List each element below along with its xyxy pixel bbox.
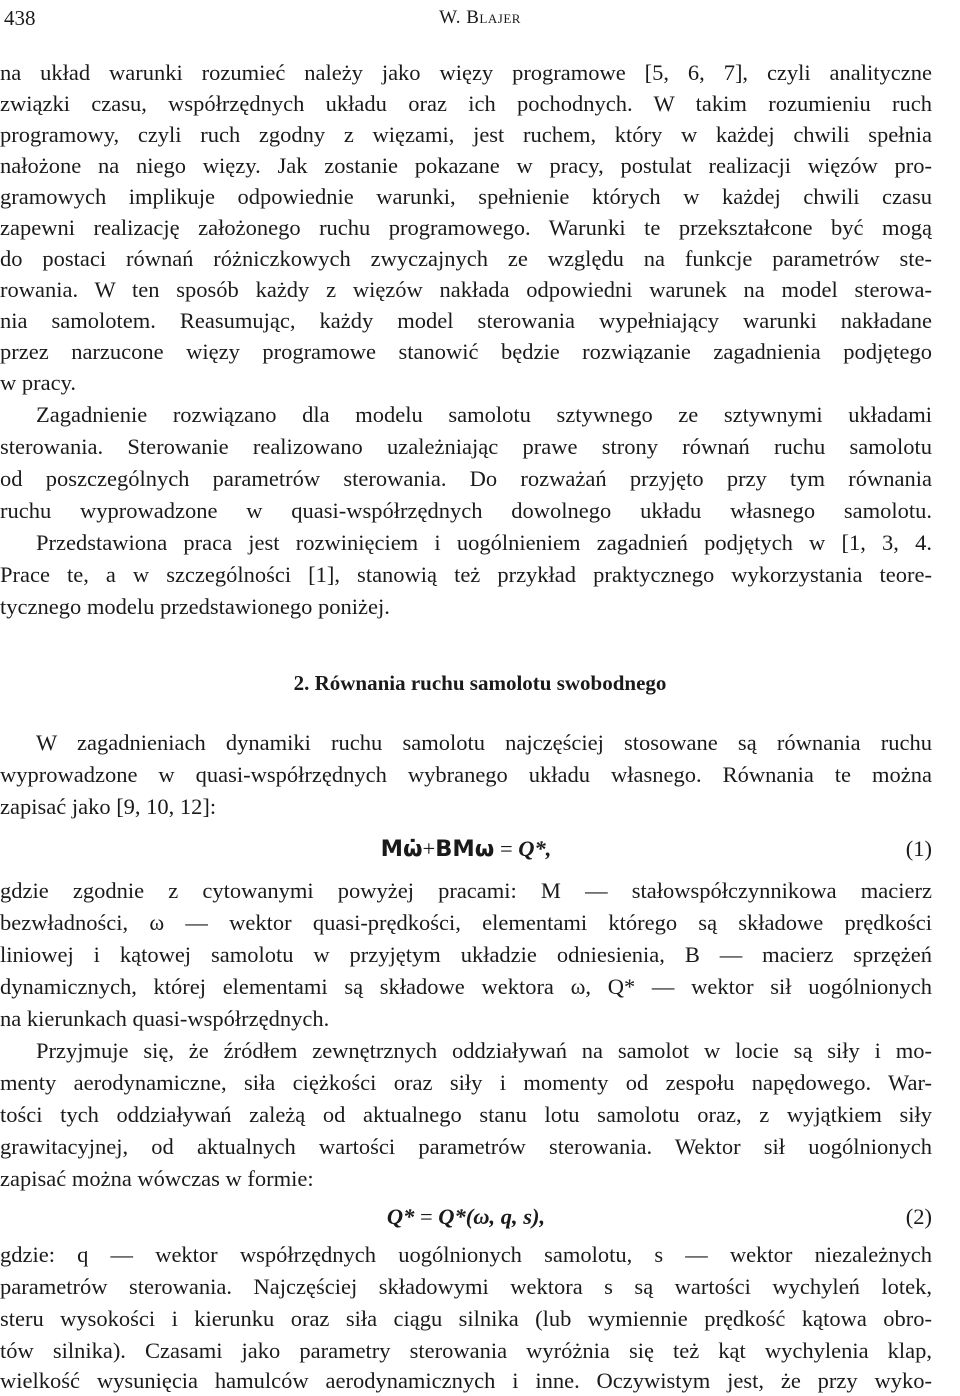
text-line: zapewni realizację założonego ruchu programowego. Warunki te przekształcone być mogą <box>0 215 932 240</box>
page-number: 438 <box>4 6 36 30</box>
text-line: gdzie zgodnie z cytowanymi powyżej pracami: M — stałowspółczynnikowa macierz <box>0 878 932 903</box>
equation-2 <box>0 1200 932 1234</box>
equation-2-number: (2) <box>905 1204 932 1229</box>
text-line: gramowych implikuje odpowiednie warunki, spełnienie których w każdej chwili czasu <box>0 184 932 209</box>
text-line: zapisać jako [9, 10, 12]: <box>0 794 217 819</box>
text-line: Prace te, a w szczególności [1], stanowią też przykład praktycznego wykorzystania teore- <box>0 562 932 587</box>
equation-1 <box>0 832 932 866</box>
text-line: programowy, czyli ruch zgodny z więzami, jest ruchem, który w każdej chwili spełnia <box>0 122 932 147</box>
running-head <box>0 0 960 30</box>
text-line: dynamicznych, której elementami są składowe wektora ω, Q* — wektor sił uogólnionych <box>0 974 932 999</box>
text-line: nałożone na niego więzy. Jak zostanie pokazane w pracy, postulat realizacji więzów pro- <box>0 153 932 178</box>
text-line: zapisać można wówczas w formie: <box>0 1166 314 1191</box>
text-line: w pracy. <box>0 370 77 395</box>
equation-2-body <box>0 1200 932 1234</box>
running-author: W. Blajer <box>439 7 521 28</box>
text-line: wielkość wysunięcia hamulców aerodynamicznych i inne. Oczywistym jest, że przy wyko- <box>0 1368 932 1393</box>
text-line: rowania. W ten sposób każdy z więzów nakłada odpowiedni warunek na model sterowa- <box>0 277 932 302</box>
text-line: sterowania. Sterowanie realizowano uzależniając prawe strony równań ruchu samolotu <box>0 434 932 459</box>
text-line: menty aerodynamiczne, siła ciężkości oraz siły i momenty od zespołu napędowego. War- <box>0 1070 932 1095</box>
equation-1-number: (1) <box>905 836 932 861</box>
text-line: od poszczególnych parametrów sterowania. Do rozważań przyjęto przy tym równania <box>0 466 932 491</box>
text-line: na kierunkach quasi-współrzędnych. <box>0 1006 330 1031</box>
equation-1-equals: = <box>499 836 513 861</box>
equation-1-middle: BMω <box>435 836 495 862</box>
equation-2-equals: = <box>419 1204 433 1229</box>
text-line: Przedstawiona praca jest rozwinięciem i uogólnieniem zagadnień podjętych w [1, 3, 4. <box>36 530 932 555</box>
text-line: tów silnika). Czasami jako parametry sterowania wyróżnia się też kąt wychylenia klap, <box>0 1338 932 1363</box>
text-line: Zagadnienie rozwiązano dla modelu samolotu sztywnego ze sztywnymi układami <box>36 402 932 427</box>
text-line: związki czasu, współrzędnych układu oraz ich pochodnych. W takim rozumieniu ruch <box>0 91 932 116</box>
text-line: do postaci równań różniczkowych zwyczajnych ze względu na funkcje parametrów ste- <box>0 246 932 271</box>
text-line: bezwładności, ω — wektor quasi-prędkości, elementami którego są składowe prędkości <box>0 910 932 935</box>
text-line: wyprowadzone w quasi-współrzędnych wybranego układu własnego. Równania te można <box>0 762 932 787</box>
text-line: grawitacyjnej, od aktualnych wartości parametrów sterowania. Wektor sił uogólnionych <box>0 1134 932 1159</box>
text-line: nia samolotem. Reasumując, każdy model sterowania wypełniający warunki nakładane <box>0 308 932 333</box>
equation-2-lhs: Q* <box>386 1204 415 1229</box>
text-line: parametrów sterowania. Najczęściej składowymi wektora s są wartości wychyleń lotek, <box>0 1274 932 1299</box>
text-line: przez narzucone więzy programowe stanowić będzie rozwiązanie zagadnienia podjętego <box>0 339 932 364</box>
text-line: ruchu wyprowadzone w quasi-współrzędnych dowolnego układu własnego samolotu. <box>0 498 932 523</box>
text-line: steru wysokości i kierunku oraz siła ciągu silnika (lub wymiennie prędkość kątowa obro- <box>0 1306 932 1331</box>
equation-2-rhs: Q*(ω, q, s), <box>438 1204 546 1229</box>
text-line: W zagadnieniach dynamiki ruchu samolotu najczęściej stosowane są równania ruchu <box>36 730 932 755</box>
equation-1-rhs: Q*, <box>518 836 552 861</box>
equation-1-body <box>0 832 932 866</box>
text-line: Przyjmuje się, że źródłem zewnętrznych oddziaływań na samolot w locie są siły i mo- <box>36 1038 932 1063</box>
equation-1-lhs: Mω̇ <box>380 836 423 862</box>
section-heading: 2. Równania ruchu samolotu swobodnego <box>293 671 667 695</box>
equation-1-operator: + <box>422 836 436 861</box>
text-line: na układ warunki rozumieć należy jako więzy programowe [5, 6, 7], czyli analityczne <box>0 60 932 85</box>
text-line: liniowej i kątowej samolotu w przyjętym układzie odniesienia, B — macierz sprzężeń <box>0 942 932 967</box>
text-line: tości tych oddziaływań zależą od aktualnego stanu lotu samolotu oraz, z wyjątkiem siły <box>0 1102 932 1127</box>
text-line: tycznego modelu przedstawionego poniżej. <box>0 594 390 619</box>
text-line: gdzie: q — wektor współrzędnych uogólnionych samolotu, s — wektor niezależnych <box>0 1242 932 1267</box>
